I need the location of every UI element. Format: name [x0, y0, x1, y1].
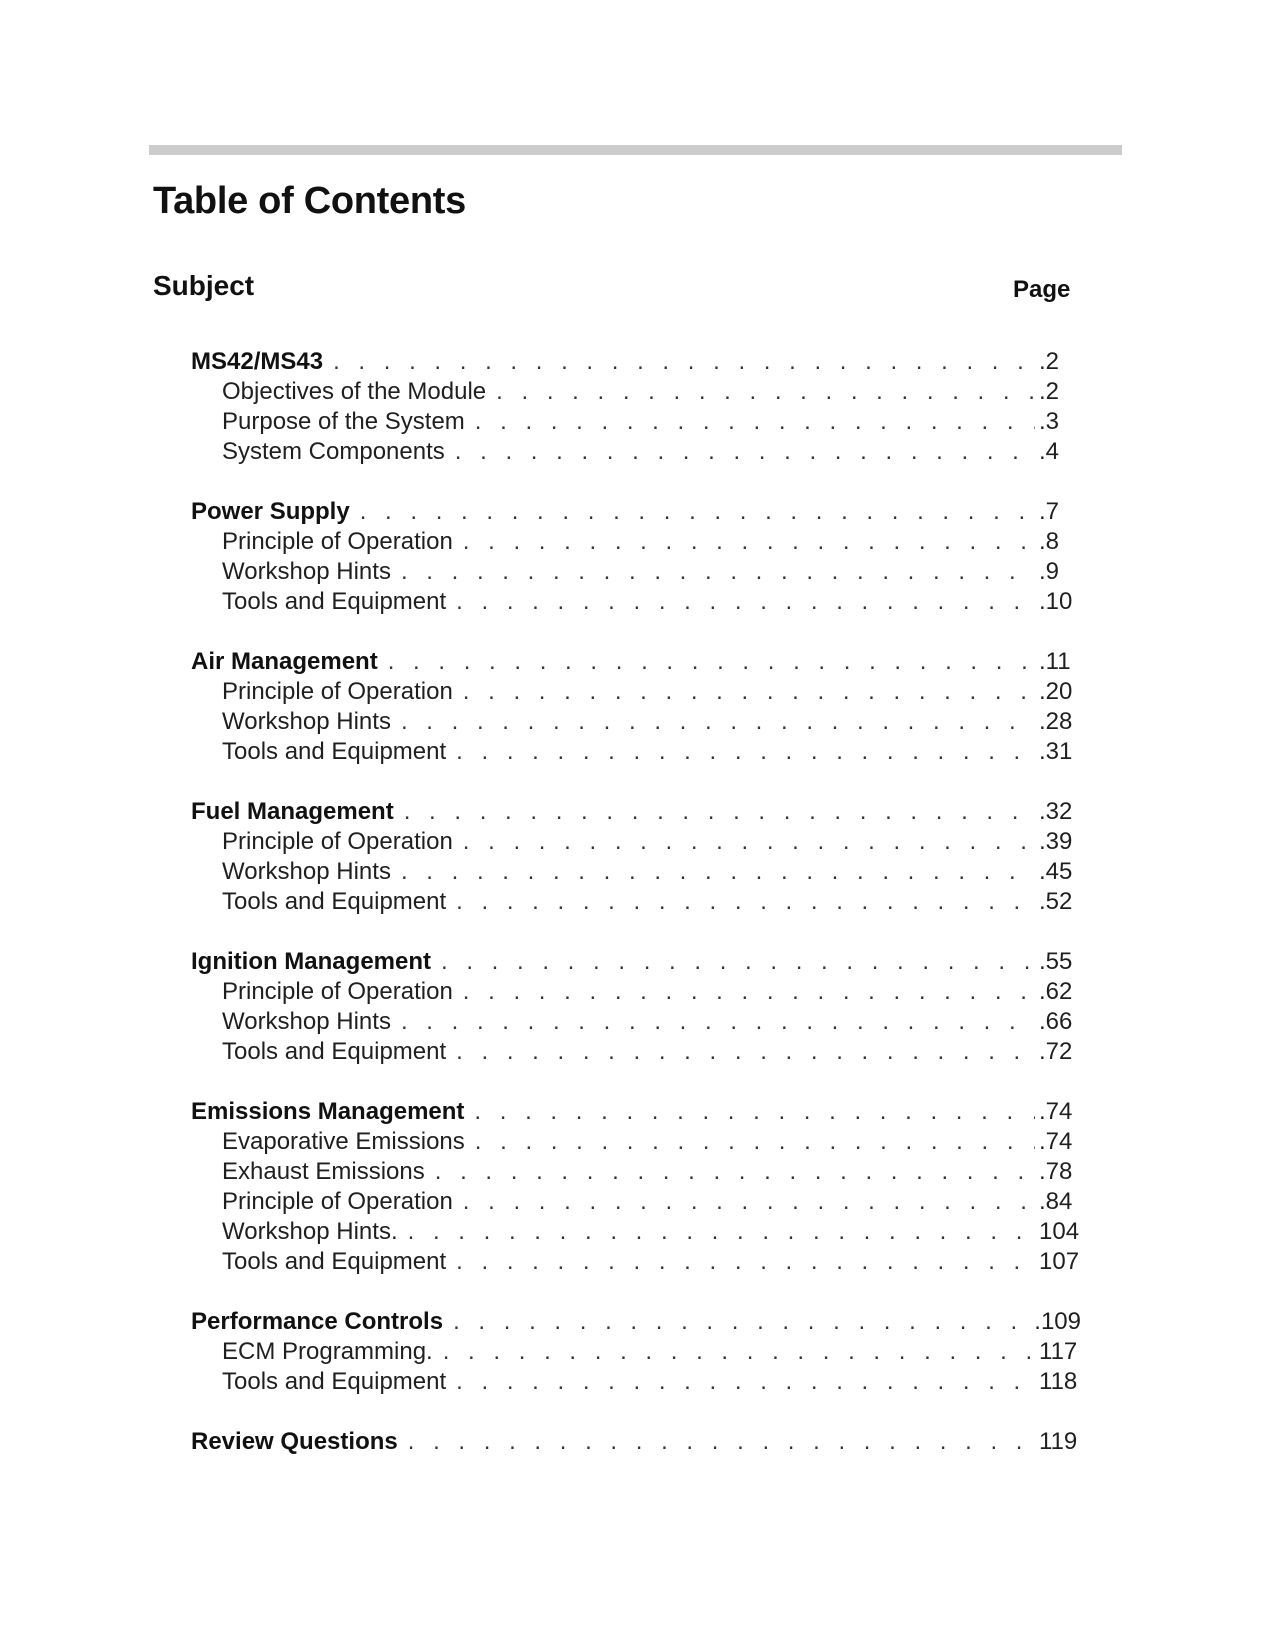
dot-leader — [463, 1187, 1035, 1217]
toc-page-number: .62 — [1039, 978, 1073, 1005]
toc-page-number: .45 — [1039, 858, 1073, 885]
dot-leader — [463, 527, 1035, 557]
dot-leader — [404, 797, 1035, 827]
toc-subsection-label: Exhaust Emissions — [222, 1158, 425, 1185]
dot-leader — [463, 977, 1035, 1007]
toc-page-number: .84 — [1039, 1188, 1073, 1215]
toc-subsection-entry[interactable] — [191, 437, 1081, 467]
dot-leader — [443, 1337, 1035, 1367]
dot-leader — [474, 1097, 1035, 1127]
toc-section-entry[interactable] — [191, 1307, 1081, 1337]
toc-section-title: Performance Controls — [191, 1308, 444, 1335]
toc-subsection-entry[interactable] — [191, 1157, 1081, 1187]
toc-page-number: .10 — [1039, 588, 1073, 615]
toc-section-title: Ignition Management — [191, 948, 431, 975]
dot-leader — [475, 407, 1035, 437]
toc-subsection-label: Tools and Equipment — [222, 1368, 447, 1395]
toc-section-title: Fuel Management — [191, 798, 394, 825]
toc-subsection-label: Principle of Operation — [222, 978, 453, 1005]
page-title: Table of Contents — [153, 180, 466, 222]
dot-leader — [456, 1247, 1035, 1277]
toc-page-number: .72 — [1039, 1038, 1073, 1065]
toc-page-number: .74 — [1039, 1128, 1073, 1155]
toc-section-entry[interactable] — [191, 497, 1081, 527]
toc-page-number: .32 — [1039, 798, 1073, 825]
dot-leader — [453, 1307, 1030, 1337]
toc-section-title: MS42/MS43 — [191, 348, 324, 375]
toc-section-title: Emissions Management — [191, 1098, 465, 1125]
toc-subsection-entry[interactable] — [191, 1037, 1081, 1067]
dot-leader — [456, 587, 1035, 617]
toc-subsection-entry[interactable] — [191, 1187, 1081, 1217]
toc-section — [191, 347, 1081, 467]
toc-section — [191, 947, 1081, 1067]
dot-leader — [463, 827, 1035, 857]
toc-section-entry[interactable] — [191, 947, 1081, 977]
toc-subsection-label: Objectives of the Module — [222, 378, 487, 405]
toc-subsection-entry[interactable] — [191, 1247, 1081, 1277]
toc-page-number: .31 — [1039, 738, 1073, 765]
dot-leader — [333, 347, 1035, 377]
toc-section-title: Air Management — [191, 648, 378, 675]
dot-leader — [401, 1007, 1035, 1037]
toc-page-number: .78 — [1039, 1158, 1073, 1185]
toc-subsection-label: Principle of Operation — [222, 678, 453, 705]
toc-subsection-entry[interactable] — [191, 1217, 1081, 1247]
toc-page-number: .7 — [1039, 498, 1060, 525]
toc-list — [191, 347, 1081, 1487]
toc-page-number: .66 — [1039, 1008, 1073, 1035]
header-rule — [149, 145, 1122, 155]
toc-section-entry[interactable] — [191, 647, 1081, 677]
dot-leader — [463, 677, 1035, 707]
toc-page-number: 104 — [1039, 1218, 1080, 1245]
toc-page-number: .2 — [1039, 348, 1060, 375]
toc-page-number: .52 — [1039, 888, 1073, 915]
toc-subsection-label: Tools and Equipment — [222, 1038, 447, 1065]
toc-page-number: .4 — [1039, 438, 1060, 465]
page-column-heading: Page — [1013, 276, 1071, 303]
toc-subsection-entry[interactable] — [191, 707, 1081, 737]
toc-subsection-label: Purpose of the System — [222, 408, 465, 435]
dot-leader — [455, 437, 1035, 467]
toc-section — [191, 1307, 1081, 1397]
toc-subsection-label: Workshop Hints — [222, 708, 391, 735]
toc-subsection-label: Principle of Operation — [222, 1188, 453, 1215]
toc-page-number: 117 — [1039, 1338, 1078, 1365]
toc-subsection-label: Workshop Hints. — [222, 1218, 398, 1245]
toc-subsection-entry[interactable] — [191, 587, 1081, 617]
toc-subsection-entry[interactable] — [191, 737, 1081, 767]
toc-subsection-entry[interactable] — [191, 1127, 1081, 1157]
toc-page-number: .8 — [1039, 528, 1060, 555]
toc-page-number: .20 — [1039, 678, 1073, 705]
dot-leader — [388, 647, 1035, 677]
dot-leader — [408, 1217, 1035, 1247]
toc-subsection-entry[interactable] — [191, 857, 1081, 887]
toc-page-number: .11 — [1039, 648, 1071, 675]
toc-page-number: .55 — [1039, 948, 1073, 975]
toc-subsection-label: System Components — [222, 438, 445, 465]
toc-section-entry[interactable] — [191, 1097, 1081, 1127]
dot-leader — [456, 737, 1035, 767]
toc-subsection-entry[interactable] — [191, 977, 1081, 1007]
toc-page-number: 118 — [1039, 1368, 1078, 1395]
dot-leader — [475, 1127, 1035, 1157]
toc-subsection-entry[interactable] — [191, 1337, 1081, 1367]
toc-subsection-entry[interactable] — [191, 557, 1081, 587]
toc-page-number: 119 — [1039, 1428, 1078, 1455]
toc-subsection-entry[interactable] — [191, 887, 1081, 917]
dot-leader — [456, 887, 1035, 917]
toc-section-title: Power Supply — [191, 498, 350, 525]
dot-leader — [401, 557, 1035, 587]
toc-subsection-label: Workshop Hints — [222, 1008, 391, 1035]
toc-subsection-entry[interactable] — [191, 377, 1081, 407]
toc-subsection-entry[interactable] — [191, 1007, 1081, 1037]
dot-leader — [401, 857, 1035, 887]
toc-subsection-label: Evaporative Emissions — [222, 1128, 465, 1155]
toc-page-number: .9 — [1039, 558, 1060, 585]
toc-subsection-entry[interactable] — [191, 827, 1081, 857]
toc-subsection-entry[interactable] — [191, 1367, 1081, 1397]
toc-section-entry[interactable] — [191, 347, 1081, 377]
dot-leader — [441, 947, 1035, 977]
toc-section — [191, 797, 1081, 917]
dot-leader — [456, 1037, 1035, 1067]
toc-subsection-label: Tools and Equipment — [222, 588, 447, 615]
toc-page-number: .109 — [1034, 1308, 1081, 1335]
toc-subsection-entry[interactable] — [191, 527, 1081, 557]
toc-subsection-label: Tools and Equipment — [222, 1248, 447, 1275]
dot-leader — [360, 497, 1035, 527]
toc-section-entry[interactable] — [191, 1427, 1081, 1457]
toc-subsection-label: Workshop Hints — [222, 558, 391, 585]
toc-subsection-label: Workshop Hints — [222, 858, 391, 885]
toc-subsection-label: ECM Programming. — [222, 1338, 433, 1365]
toc-section-entry[interactable] — [191, 797, 1081, 827]
toc-page-number: .74 — [1039, 1098, 1073, 1125]
toc-page-number: .28 — [1039, 708, 1073, 735]
dot-leader — [408, 1427, 1035, 1457]
dot-leader — [496, 377, 1035, 407]
dot-leader — [435, 1157, 1035, 1187]
toc-section-title: Review Questions — [191, 1428, 398, 1455]
toc-section — [191, 647, 1081, 767]
toc-page-number: .39 — [1039, 828, 1073, 855]
toc-subsection-entry[interactable] — [191, 407, 1081, 437]
subject-column-heading: Subject — [153, 270, 255, 301]
toc-subsection-label: Tools and Equipment — [222, 738, 447, 765]
toc-page-number: .3 — [1039, 408, 1060, 435]
dot-leader — [401, 707, 1035, 737]
toc-subsection-entry[interactable] — [191, 677, 1081, 707]
toc-page-number: 107 — [1039, 1248, 1080, 1275]
toc-page-number: .2 — [1039, 378, 1060, 405]
toc-section — [191, 1427, 1081, 1457]
toc-subsection-label: Principle of Operation — [222, 828, 453, 855]
toc-section — [191, 497, 1081, 617]
toc-subsection-label: Tools and Equipment — [222, 888, 447, 915]
toc-section — [191, 1097, 1081, 1277]
dot-leader — [456, 1367, 1035, 1397]
toc-subsection-label: Principle of Operation — [222, 528, 453, 555]
